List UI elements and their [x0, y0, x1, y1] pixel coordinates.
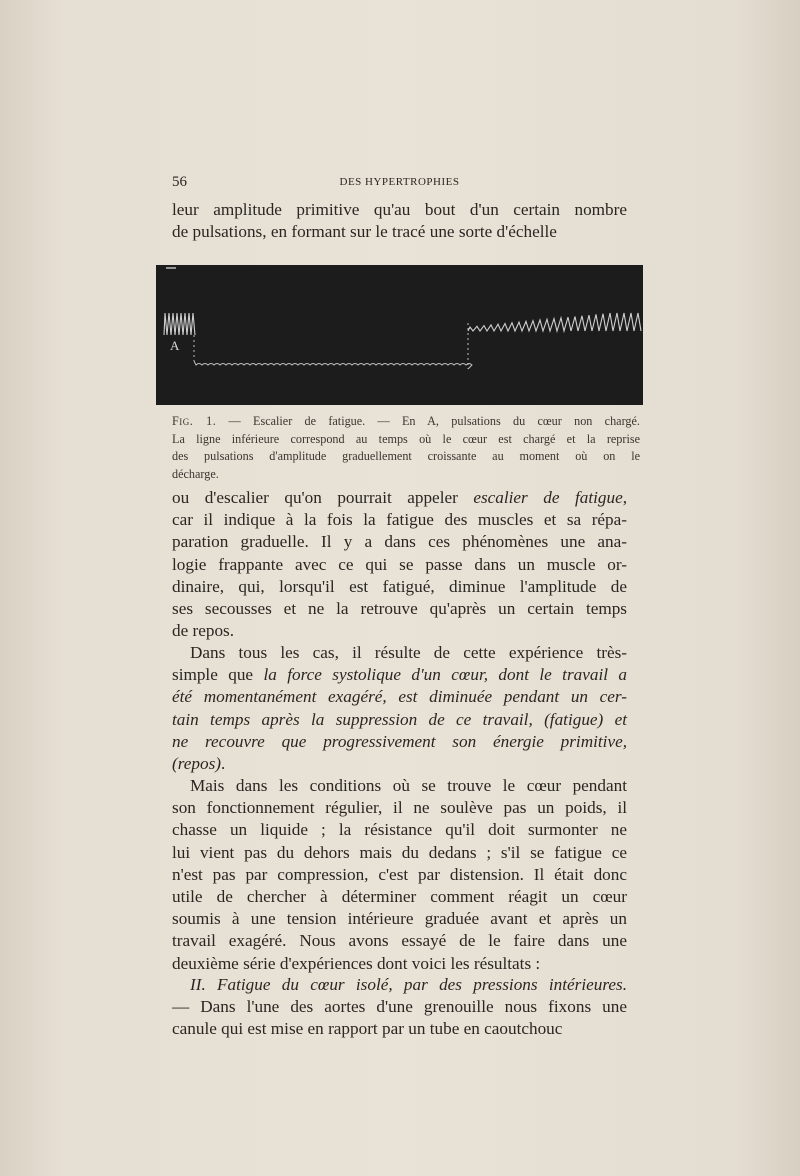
text-run: Mais dans les conditions où se trouve le cœur pendant — [190, 776, 627, 795]
figure-fatigue-tracing — [156, 265, 643, 405]
text-run: deuxième série d'expériences dont voici les résultats : — [172, 953, 541, 973]
text-line — [172, 930, 627, 952]
italic-text: la force systolique d'un cœur, dont le travail a — [263, 665, 627, 685]
text-line — [172, 509, 627, 531]
caption-text: — Escalier de fatigue. — En A, pulsations du cœur non chargé. — [216, 414, 640, 428]
text-run: chasse un liquide ; la résistance qu'il doit surmonter ne — [172, 820, 627, 840]
tracing-initial-pulsations — [164, 313, 195, 335]
text-line — [172, 974, 627, 996]
text-run: dinaire, qui, lorsqu'il est fatigué, diminue l'amplitude de — [172, 576, 627, 596]
text-line — [172, 664, 627, 686]
tracing-loaded-baseline — [194, 361, 472, 369]
running-title: DES HYPERTROPHIES — [339, 176, 460, 188]
italic-text: tain temps après la suppression de ce travail, (fatigue) et — [172, 709, 627, 729]
text-line — [172, 598, 627, 620]
text-run: simple que — [172, 665, 264, 685]
text-line — [172, 1018, 627, 1040]
italic-text: été momentanément exagéré, est diminuée pendant un cer- — [172, 687, 627, 707]
text-line — [172, 686, 627, 708]
figure-marker-a: A — [170, 338, 180, 353]
text-run: n'est pas par compression, c'est par distension. Il était donc — [172, 864, 627, 884]
text-line — [172, 819, 627, 841]
text-line — [172, 576, 627, 598]
caption-line: La ligne inférieure correspond au temps où le cœur est chargé et la reprise — [172, 431, 640, 446]
text-run: ou d'escalier qu'on pourrait appeler — [172, 488, 474, 507]
text-line — [172, 731, 627, 753]
text-line: leur amplitude primitive qu'au bout d'un certain nombre — [172, 200, 627, 219]
text-run: travail exagéré. Nous avons essayé de le faire dans une — [172, 931, 627, 951]
text-run: Dans tous les cas, il résulte de cette expérience très- — [190, 643, 627, 662]
italic-text: (repos) — [172, 754, 222, 774]
caption-line: des pulsations d'amplitude graduellement croissante au moment où on le — [172, 449, 640, 463]
text-run: . — [221, 754, 226, 774]
text-run: , — [622, 488, 627, 507]
text-run: utile de chercher à déterminer comment réagit un cœur — [172, 887, 627, 907]
text-run: ses secousses et ne la retrouve qu'après un certain temps — [172, 599, 627, 619]
tracing-recovery-pulsations — [468, 313, 641, 331]
text-line — [172, 797, 627, 819]
text-line — [172, 775, 627, 797]
intro-paragraph — [172, 199, 627, 243]
caption-line — [172, 413, 640, 431]
page-header — [172, 174, 627, 194]
text-line — [172, 908, 627, 930]
figure-caption — [172, 413, 640, 483]
text-run: lui vient pas du dehors mais du dedans ; s'il se fatigue ce — [172, 842, 627, 862]
caption-line: décharge. — [172, 466, 219, 481]
paragraph-experiment-two — [172, 974, 627, 1041]
paragraph-conclusion — [172, 642, 627, 775]
text-run: canule qui est mise en rapport par un tube en caoutchouc — [172, 1019, 563, 1039]
text-line — [172, 886, 627, 908]
text-line — [172, 953, 627, 975]
text-line — [172, 620, 627, 642]
italic-text: ne recouvre que progressivement son énergie primitive, — [172, 731, 627, 751]
page-number: 56 — [172, 174, 187, 190]
text-run: car il indique à la fois la fatigue des muscles et sa répa- — [172, 510, 627, 530]
text-run: logie frappante avec ce qui se passe dans un muscle or- — [172, 554, 627, 574]
text-line — [172, 864, 627, 886]
text-line — [172, 709, 627, 731]
caption-label: Fig. 1. — [172, 414, 217, 428]
italic-text: escalier de fatigue — [473, 488, 623, 507]
text-line — [172, 842, 627, 864]
text-line — [172, 753, 627, 775]
text-line: de pulsations, en formant sur le tracé une sorte d'échelle — [172, 222, 557, 242]
text-line — [172, 642, 627, 664]
text-run: de repos. — [172, 621, 235, 641]
text-run: paration graduelle. Il y a dans ces phénomènes une ana- — [172, 532, 627, 552]
italic-text: II. Fatigue du cœur isolé, par des pressions intérieures. — [190, 975, 627, 994]
text-run: son fonctionnement régulier, il ne soulève pas un poids, il — [172, 798, 627, 818]
text-run: — Dans l'une des aortes d'une grenouille nous fixons une — [172, 997, 627, 1017]
text-line — [172, 487, 627, 509]
paragraph-conditions — [172, 775, 627, 975]
tracing-svg — [156, 265, 643, 405]
text-line — [172, 554, 627, 576]
text-run: soumis à une tension intérieure graduée avant et après un — [172, 909, 627, 929]
text-line — [172, 996, 627, 1018]
paragraph-escalier — [172, 487, 627, 642]
text-line — [172, 531, 627, 553]
